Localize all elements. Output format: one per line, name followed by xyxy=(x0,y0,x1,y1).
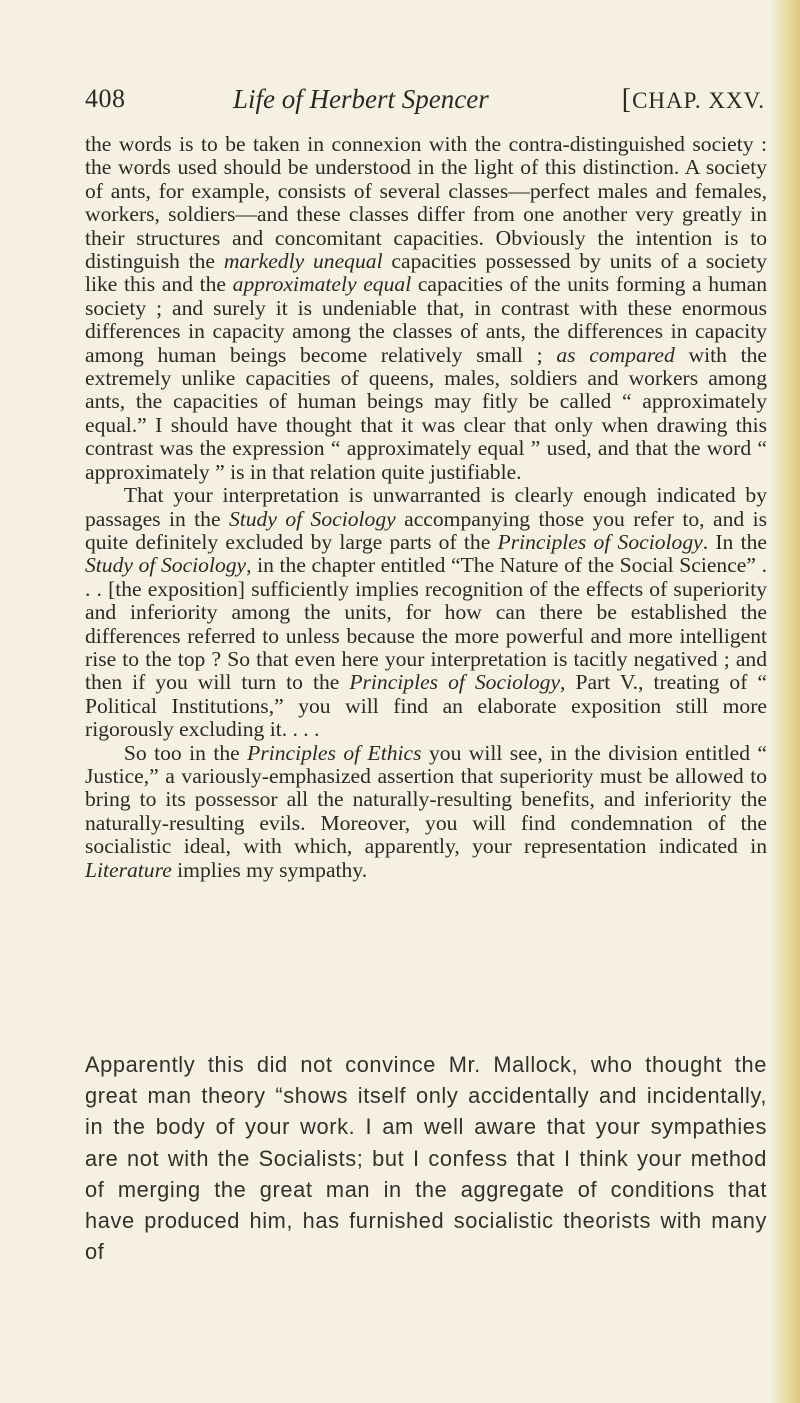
text-run: you will see, in the division entitled “ Justice,” a variously-emphasized assertion that superiority must be allowed to bring to its possessor all the naturally-resulting benefits, and inferiority the naturally-resulting evils. Moreover, you will find condemnation of the socialistic ideal, with which, apparently, your representation indicated in xyxy=(85,740,768,859)
quote-paragraph-2 xyxy=(85,484,767,741)
narrative-paragraph: Apparently this did not convince Mr. Mallock, who thought the great man theory “shows itself only accidentally and incidentally, in the body of your work. I am well aware that your sympathies are not with the Socialists; but I confess that I think your method of merging the great man in the aggregate of conditions that have produced him, has furnished socialistic theorists with many of xyxy=(85,1052,767,1265)
quote-paragraph-3 xyxy=(85,742,767,882)
italic-run: as compared xyxy=(556,342,675,367)
page-header xyxy=(85,84,765,124)
text-run: So too in the xyxy=(123,740,248,765)
running-title: Life of Herbert Spencer xyxy=(233,84,489,114)
narrative-text xyxy=(85,1049,767,1267)
text-run: That your interpretation is unwarranted is clearly enough indicated by passages in the xyxy=(85,483,767,531)
italic-run: Principles of Ethics xyxy=(247,740,422,765)
text-run: capacities of the units forming a human society ; and surely it is undeniable that, in contrast with these enormous differences in capacity among the classes of ants, the differences in capacity among human beings become relatively small ; xyxy=(85,272,768,367)
italic-run: Study of Sociology xyxy=(228,506,396,531)
text-run: accompanying those you refer to, and is quite definitely excluded by large parts of the xyxy=(85,506,767,554)
chapter-bracket: [ xyxy=(621,84,633,115)
italic-run: approximately equal xyxy=(232,272,412,297)
chapter-label: CHAP. XXV. xyxy=(632,88,765,113)
text-run: , in the chapter entitled “The Nature of the Social Science” . . . [the exposition] sufficiently implies recognition of the effects of superiority and inferiority among the units, for how can there be established the differences referred to unless because the more powerful and more intelligent rise to the top ? So that even here your interpretation is tacitly negatived ; and then if you will turn to the xyxy=(85,553,767,695)
page-number: 408 xyxy=(85,84,126,113)
text-run: capacities possessed by units of a society like this and the xyxy=(85,249,767,297)
text-run: . In the xyxy=(702,529,767,554)
quote-paragraph-1 xyxy=(85,133,767,484)
quoted-letter xyxy=(85,133,767,882)
text-run: the words is to be taken in connexion with the contra-distinguished society : the words used should be understood in the light of this distinction. A society of ants, for example, consists of several classes—perfect males and females, workers, soldiers—and these classes differ from one another very greatly in their structures and concomitant capacities. Obviously the intention is to distinguish the xyxy=(85,132,767,274)
text-run: , Part V., treating of “ Political Institutions,” you will find an elaborate exposition still more rigorously excluding it. . . . xyxy=(85,670,767,742)
italic-run: Principles of Sociology xyxy=(497,529,703,554)
text-run: with the extremely unlike capacities of queens, males, soldiers and workers among ants, the capacities of human beings may fitly be called “ approximately equal.” I should have thought that it was clear that only when drawing this contrast was the expression “ approximately equal ” used, and that the word “ approximately ” is in that relation quite justifiable. xyxy=(85,342,767,484)
italic-run: Literature xyxy=(85,857,172,882)
italic-run: markedly unequal xyxy=(223,249,383,274)
page-edge-shadow xyxy=(770,0,800,1403)
text-run: implies my sympathy. xyxy=(171,857,368,882)
italic-run: Study of Sociology xyxy=(85,553,247,578)
italic-run: Principles of Sociology xyxy=(349,670,561,695)
chapter-reference xyxy=(622,84,765,116)
